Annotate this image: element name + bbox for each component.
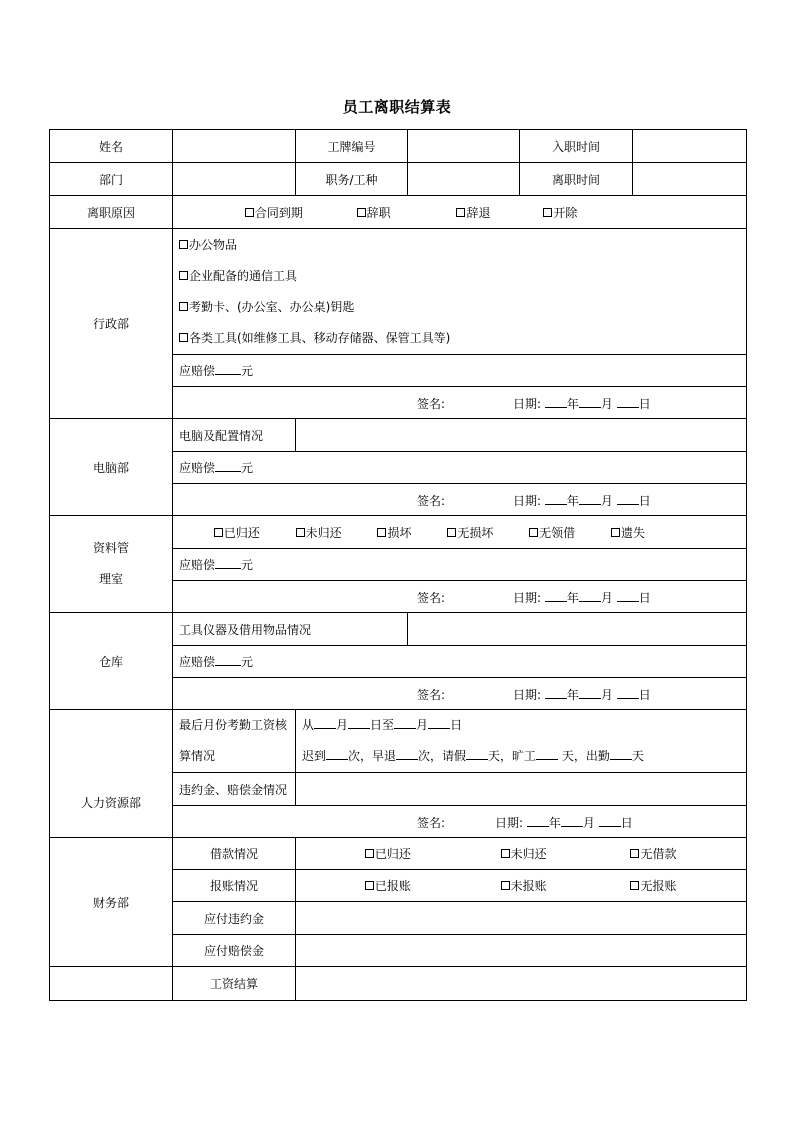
checkbox-icon xyxy=(179,240,188,249)
warehouse-dept-label: 仓库 xyxy=(50,613,173,710)
sign-label: 签名: xyxy=(417,816,446,830)
checkbox-icon xyxy=(357,208,366,217)
admin-items xyxy=(173,229,747,355)
name-field[interactable] xyxy=(173,130,296,163)
computer-compensation[interactable]: 应赔偿 元 xyxy=(173,452,747,484)
computer-signature[interactable] xyxy=(173,484,747,516)
settlement-table xyxy=(49,129,747,1001)
reimb-done-option[interactable]: 已报账 xyxy=(365,877,497,894)
leave-date-label: 离职时间 xyxy=(520,163,633,196)
loan-none-option[interactable]: 无借款 xyxy=(630,845,676,862)
warehouse-tools-label: 工具仪器及借用物品情况 xyxy=(173,613,408,646)
hr-period-line: 从 月 日至 月 日 xyxy=(302,718,463,732)
payable-penalty-field[interactable] xyxy=(296,902,747,935)
checkbox-icon xyxy=(447,528,456,537)
row-warehouse-tools xyxy=(50,613,747,646)
checkbox-icon xyxy=(214,528,223,537)
checkbox-icon xyxy=(456,208,465,217)
reason-resign-option[interactable]: 辞职 xyxy=(357,204,453,221)
checkbox-icon xyxy=(543,208,552,217)
reimbursement-label: 报账情况 xyxy=(173,870,296,902)
date-line: 日期: 年 月 日 xyxy=(513,591,651,605)
date-line: 日期: 年 月 日 xyxy=(495,816,633,830)
payable-penalty-label: 应付违约金 xyxy=(173,902,296,935)
checkbox-icon xyxy=(529,528,538,537)
hr-penalty-field[interactable] xyxy=(296,773,747,806)
computer-dept-label: 电脑部 xyxy=(50,419,173,516)
loan-label: 借款情况 xyxy=(173,838,296,870)
admin-compensation[interactable]: 应赔偿 元 xyxy=(173,355,747,387)
reason-expire-option[interactable]: 合同到期 xyxy=(245,204,353,221)
date-line: 日期: 年 月 日 xyxy=(513,397,651,411)
payable-compensation-field[interactable] xyxy=(296,935,747,967)
warehouse-signature[interactable] xyxy=(173,678,747,710)
computer-config-label: 电脑及配置情况 xyxy=(173,419,296,452)
loan-returned-option[interactable]: 已归还 xyxy=(365,845,497,862)
date-line: 日期: 年 月 日 xyxy=(513,688,651,702)
loan-not-returned-option[interactable]: 未归还 xyxy=(501,845,627,862)
archive-signature[interactable] xyxy=(173,581,747,613)
hr-attendance-label: 最后月份考勤工资核 算情况 xyxy=(173,710,296,773)
reason-expel-option[interactable]: 开除 xyxy=(543,204,577,221)
checkbox-icon xyxy=(365,849,374,858)
checkbox-icon xyxy=(630,849,639,858)
sign-label: 签名: xyxy=(417,688,446,702)
checkbox-icon xyxy=(501,849,510,858)
join-date-label: 入职时间 xyxy=(520,130,633,163)
checkbox-icon xyxy=(611,528,620,537)
archive-not-returned-option[interactable]: 未归还 xyxy=(296,524,374,541)
warehouse-compensation[interactable]: 应赔偿 元 xyxy=(173,646,747,678)
row-reason xyxy=(50,196,747,229)
position-label: 职务/工种 xyxy=(296,163,408,196)
salary-field[interactable] xyxy=(296,967,747,1001)
admin-signature[interactable] xyxy=(173,387,747,419)
hr-attendance-line: 迟到 次，早退 次，请假 天，旷工 天，出勤 天 xyxy=(302,749,644,763)
department-label: 部门 xyxy=(50,163,173,196)
row-department xyxy=(50,163,747,196)
archive-lost-option[interactable]: 遗失 xyxy=(611,524,645,541)
archive-options xyxy=(173,516,747,549)
reimb-not-done-option[interactable]: 未报账 xyxy=(501,877,627,894)
row-name xyxy=(50,130,747,163)
row-admin-items xyxy=(50,229,747,355)
archive-no-borrow-option[interactable]: 无领借 xyxy=(529,524,607,541)
checkbox-icon xyxy=(179,302,188,311)
date-line: 日期: 年 月 日 xyxy=(513,494,651,508)
archive-returned-option[interactable]: 已归还 xyxy=(214,524,292,541)
archive-dept-label: 资料管 理室 xyxy=(50,516,173,613)
name-label: 姓名 xyxy=(50,130,173,163)
checkbox-icon xyxy=(501,881,510,890)
badge-label: 工牌编号 xyxy=(296,130,408,163)
checkbox-icon xyxy=(245,208,254,217)
archive-damaged-option[interactable]: 损坏 xyxy=(377,524,443,541)
row-hr-attendance xyxy=(50,710,747,773)
row-finance-loan xyxy=(50,838,747,870)
sign-label: 签名: xyxy=(417,591,446,605)
admin-item-tools[interactable]: 各类工具(如维修工具、移动存储器、保管工具等) xyxy=(179,323,740,354)
reimb-none-option[interactable]: 无报账 xyxy=(630,877,676,894)
checkbox-icon xyxy=(377,528,386,537)
checkbox-icon xyxy=(179,333,188,342)
admin-item-keys[interactable]: 考勤卡、(办公室、办公桌)钥匙 xyxy=(179,292,740,323)
warehouse-tools-field[interactable] xyxy=(408,613,747,646)
reason-dismiss-option[interactable]: 辞退 xyxy=(456,204,539,221)
admin-item-communication-tools[interactable]: 企业配备的通信工具 xyxy=(179,261,740,292)
sign-label: 签名: xyxy=(417,494,446,508)
checkbox-icon xyxy=(630,881,639,890)
salary-label: 工资结算 xyxy=(173,967,296,1001)
position-field[interactable] xyxy=(408,163,520,196)
hr-attendance-field[interactable] xyxy=(296,710,747,773)
row-computer-config xyxy=(50,419,747,452)
leave-date-field[interactable] xyxy=(633,163,747,196)
finance-dept-label: 财务部 xyxy=(50,838,173,967)
loan-options xyxy=(296,838,747,870)
reimbursement-options xyxy=(296,870,747,902)
hr-dept-label: 人力资源部 xyxy=(50,710,173,838)
join-date-field[interactable] xyxy=(633,130,747,163)
payable-compensation-label: 应付赔偿金 xyxy=(173,935,296,967)
admin-item-office-supplies[interactable]: 办公物品 xyxy=(179,230,740,261)
hr-penalty-label: 违约金、赔偿金情况 xyxy=(173,773,296,806)
form-title: 员工离职结算表 xyxy=(342,98,452,116)
reason-label: 离职原因 xyxy=(50,196,173,229)
row-salary xyxy=(50,967,747,1001)
checkbox-icon xyxy=(296,528,305,537)
checkbox-icon xyxy=(365,881,374,890)
badge-field[interactable] xyxy=(408,130,520,163)
hr-signature[interactable] xyxy=(173,806,747,838)
salary-empty-cell xyxy=(50,967,173,1001)
sign-label: 签名: xyxy=(417,397,446,411)
admin-dept-label: 行政部 xyxy=(50,229,173,419)
computer-config-field[interactable] xyxy=(296,419,747,452)
row-archive-status xyxy=(50,516,747,549)
archive-compensation[interactable]: 应赔偿 元 xyxy=(173,549,747,581)
archive-undamaged-option[interactable]: 无损坏 xyxy=(447,524,525,541)
checkbox-icon xyxy=(179,271,188,280)
reason-options xyxy=(173,196,747,229)
department-field[interactable] xyxy=(173,163,296,196)
